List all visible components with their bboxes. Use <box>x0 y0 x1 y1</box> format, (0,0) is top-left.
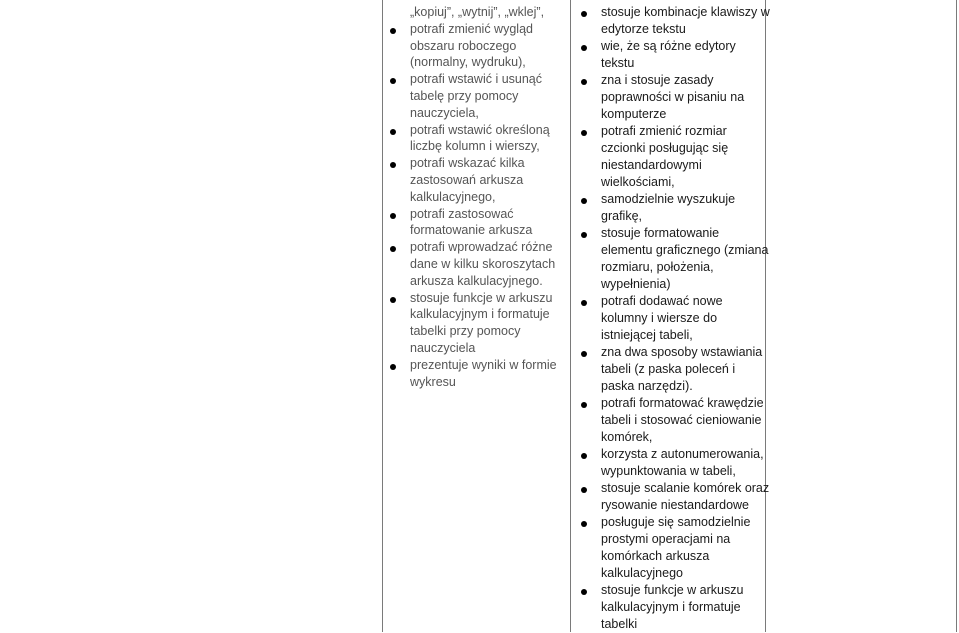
list-item: samodzielnie wyszukuje grafikę, <box>601 191 771 225</box>
list-item: potrafi dodawać nowe kolumny i wiersze do istniejącej tabeli, <box>601 293 771 343</box>
table-border-middle <box>570 0 571 632</box>
list-item: korzysta z autonumerowania, wypunktowania w tabeli, <box>601 446 771 480</box>
list-item: potrafi zmienić rozmiar czcionki posługując się niestandardowymi wielkościami, <box>601 123 771 190</box>
list-item: „kopiuj”, „wytnij”, „wklej”, <box>410 5 545 19</box>
list-item: prezentuje wyniki w formie wykresu <box>410 357 560 391</box>
list-item: wie, że są różne edytory tekstu <box>601 38 771 72</box>
list-item: potrafi wprowadzać różne dane w kilku skoroszytach arkusza kalkulacyjnego. <box>410 239 560 289</box>
list-item: stosuje funkcje w arkuszu kalkulacyjnym i formatuje tabelki przy pomocy nauczyciela <box>410 290 560 357</box>
list-item: potrafi zmienić wygląd obszaru roboczego (normalny, wydruku), <box>410 21 560 71</box>
list-item: stosuje formatowanie elementu graficznego (zmiana rozmiaru, położenia, wypełnienia) <box>601 225 771 292</box>
list-item: potrafi zastosować formatowanie arkusza <box>410 206 560 240</box>
list-item: zna dwa sposoby wstawiania tabeli (z paska poleceń i paska narzędzi). <box>601 344 771 394</box>
requirements-list-right <box>601 4 771 633</box>
list-item: potrafi formatować krawędzie tabeli i stosować cieniowanie komórek, <box>601 395 771 445</box>
list-item: posługuje się samodzielnie prostymi operacjami na komórkach arkusza kalkulacyjnego <box>601 514 771 581</box>
table-border-far-right <box>956 0 957 632</box>
list-item: stosuje funkcje w arkuszu kalkulacyjnym i formatuje tabelki <box>601 582 771 632</box>
list-item: stosuje kombinacje klawiszy w edytorze tekstu <box>601 5 770 36</box>
list-item: zna i stosuje zasady poprawności w pisaniu na komputerze <box>601 72 771 122</box>
list-item: stosuje scalanie komórek oraz rysowanie niestandardowe <box>601 481 770 513</box>
table-border-left <box>382 0 383 632</box>
list-item: potrafi wskazać kilka zastosowań arkusza kalkulacyjnego, <box>410 155 560 205</box>
list-item: potrafi wstawić określoną liczbę kolumn i wierszy, <box>410 122 560 156</box>
list-item: potrafi wstawić i usunąć tabelę przy pomocy nauczyciela, <box>410 71 560 121</box>
requirements-list-left <box>410 4 560 390</box>
